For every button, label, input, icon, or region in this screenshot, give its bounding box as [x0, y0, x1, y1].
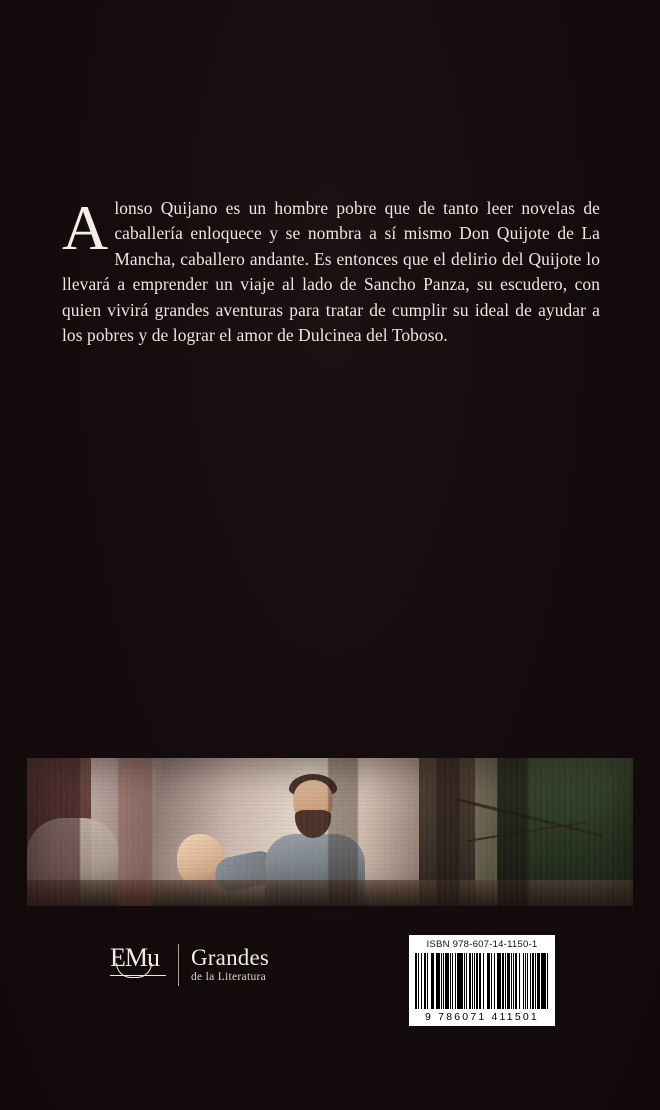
isbn-label: ISBN 978-607-14-1150-1 — [426, 939, 538, 950]
imprint-line-2: de la Literatura — [191, 971, 267, 983]
publisher-logo — [110, 944, 269, 986]
logo-divider — [178, 944, 179, 986]
barcode-digits: 9 786071 411501 — [425, 1011, 539, 1023]
illustration-vignette — [27, 758, 633, 906]
publisher-monogram-letters: EMu — [110, 943, 159, 972]
publisher-monogram — [110, 945, 166, 985]
imprint-name — [191, 946, 269, 984]
cover-illustration — [27, 758, 633, 906]
blurb-paragraph — [62, 192, 600, 348]
publisher-monogram-rule — [110, 975, 166, 976]
blurb-text: lonso Quijano es un hombre pobre que de tanto leer novelas de caballería enloquece y se nombra a sí mismo Don Quijote de La Mancha, caballero andante. Es entonces que el delirio del Quijote lo llevará a emprender un viaje al lado de Sancho Panza, su escudero, con quien vivirá grandes aventuras para tratar de cumplir su ideal de ayudar a los pobres y de lograr el amor de Dulcinea del Toboso. — [62, 198, 600, 346]
imprint-line-1: Grandes — [191, 945, 270, 970]
barcode-bar — [548, 953, 549, 1009]
isbn-barcode-block — [409, 935, 555, 1026]
barcode-bars — [415, 953, 549, 1009]
drop-cap-letter: A — [62, 192, 109, 263]
